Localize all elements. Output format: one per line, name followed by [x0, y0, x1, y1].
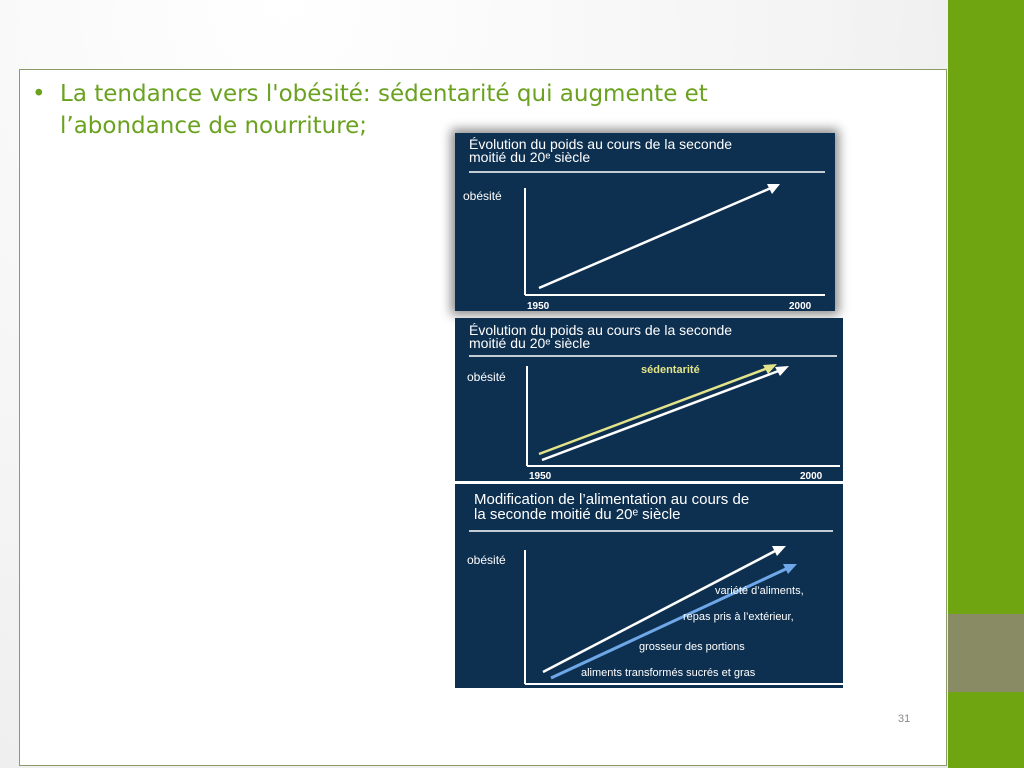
chart-1-trend-line — [539, 188, 771, 288]
bullet-text: La tendance vers l'obésité: sédentarité qui augmente et l’abondance de nourriture; — [60, 81, 708, 139]
side-accent-block — [948, 614, 1024, 692]
chart-2-title: Évolution du poids au cours de la seconde moitié du 20ᵉ siècle — [469, 322, 733, 351]
chart-3-label-4: aliments transformés sucrés et gras — [581, 667, 756, 679]
chart-2-svg — [455, 318, 843, 481]
chart-2-sedentarite-line — [539, 368, 768, 454]
chart-panel-3 — [455, 484, 843, 688]
chart-3-label-3: grosseur des portions — [639, 641, 745, 653]
chart-2-x-start: 1950 — [529, 471, 552, 481]
chart-1-x-start: 1950 — [527, 301, 550, 311]
chart-3-title: Modification de l’alimentation au cours de la seconde moitié du 20ᵉ siècle — [474, 491, 750, 523]
chart-panel-2 — [455, 318, 843, 481]
chart-panel-1 — [455, 133, 835, 311]
bullet-dot-icon: • — [32, 81, 46, 107]
chart-2-ylabel: obésité — [467, 370, 506, 384]
chart-3-svg — [455, 484, 843, 688]
chart-3-ylabel: obésité — [467, 553, 506, 567]
chart-1-ylabel: obésité — [463, 189, 502, 203]
slide-number: 31 — [898, 713, 911, 725]
chart-2-trend-line — [542, 370, 781, 460]
chart-2-x-end: 2000 — [800, 471, 823, 481]
chart-2-arrow-label: sédentarité — [641, 364, 700, 376]
chart-1-title: Évolution du poids au cours de la seconde moitié du 20ᵉ siècle — [469, 136, 733, 165]
chart-3-label-2: repas pris à l’extérieur, — [683, 611, 794, 623]
chart-3-label-1: variété d’aliments, — [715, 585, 804, 597]
chart-1-x-end: 2000 — [789, 301, 812, 311]
chart-1-svg — [455, 133, 835, 311]
